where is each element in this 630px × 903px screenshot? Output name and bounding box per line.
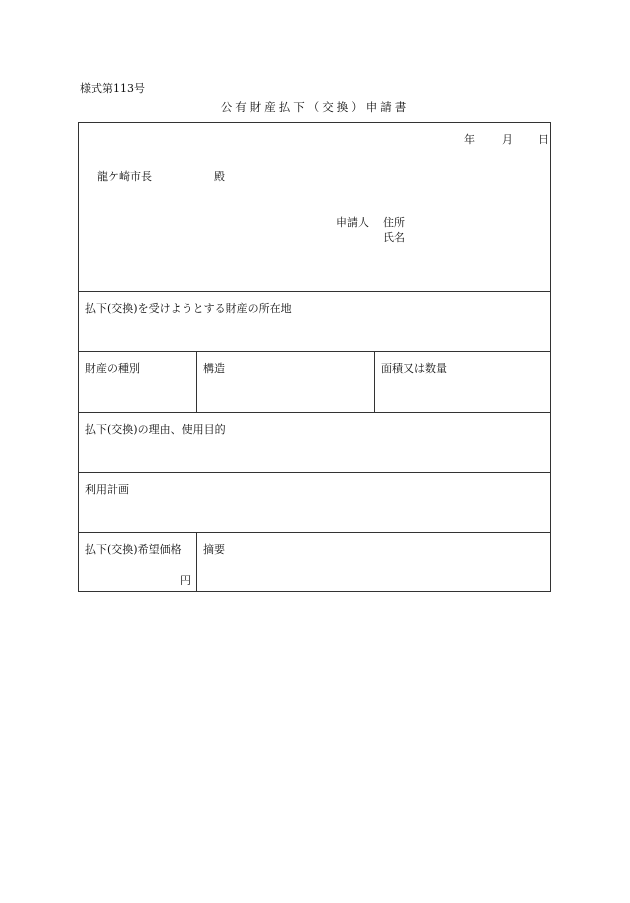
property-kind-label: 財産の種別 [85,362,140,375]
form-title: 公有財産払下（交換）申請書 [220,100,410,114]
form-number: 様式第113号 [80,82,145,95]
column-divider [196,351,197,412]
column-divider [374,351,375,412]
price-unit: 円 [180,574,191,587]
property-location-label: 払下(交換)を受けようとする財産の所在地 [85,302,292,315]
property-kind-row [79,351,550,413]
area-quantity-label: 面積又は数量 [381,362,447,375]
application-form-table [78,122,551,592]
date-month: 月 [502,133,513,146]
date-year: 年 [464,133,475,146]
reason-purpose-label: 払下(交換)の理由、使用目的 [85,423,226,436]
desired-price-label: 払下(交換)希望価格 [85,543,182,556]
remarks-label: 摘要 [203,543,225,556]
property-location-row [79,291,550,352]
applicant-label: 申請人 [336,216,369,229]
usage-plan-label: 利用計画 [85,483,129,496]
usage-plan-row [79,472,550,533]
reason-purpose-row [79,412,550,473]
column-divider [196,532,197,591]
addressee-name: 龍ケ崎市長 [97,170,152,183]
applicant-address-label: 住所 [383,216,405,229]
date-day: 日 [538,133,549,146]
structure-label: 構造 [203,362,225,375]
addressee-honorific: 殿 [214,170,225,183]
header-section [79,123,550,292]
applicant-name-label: 氏名 [383,231,405,244]
desired-price-row [79,532,550,591]
